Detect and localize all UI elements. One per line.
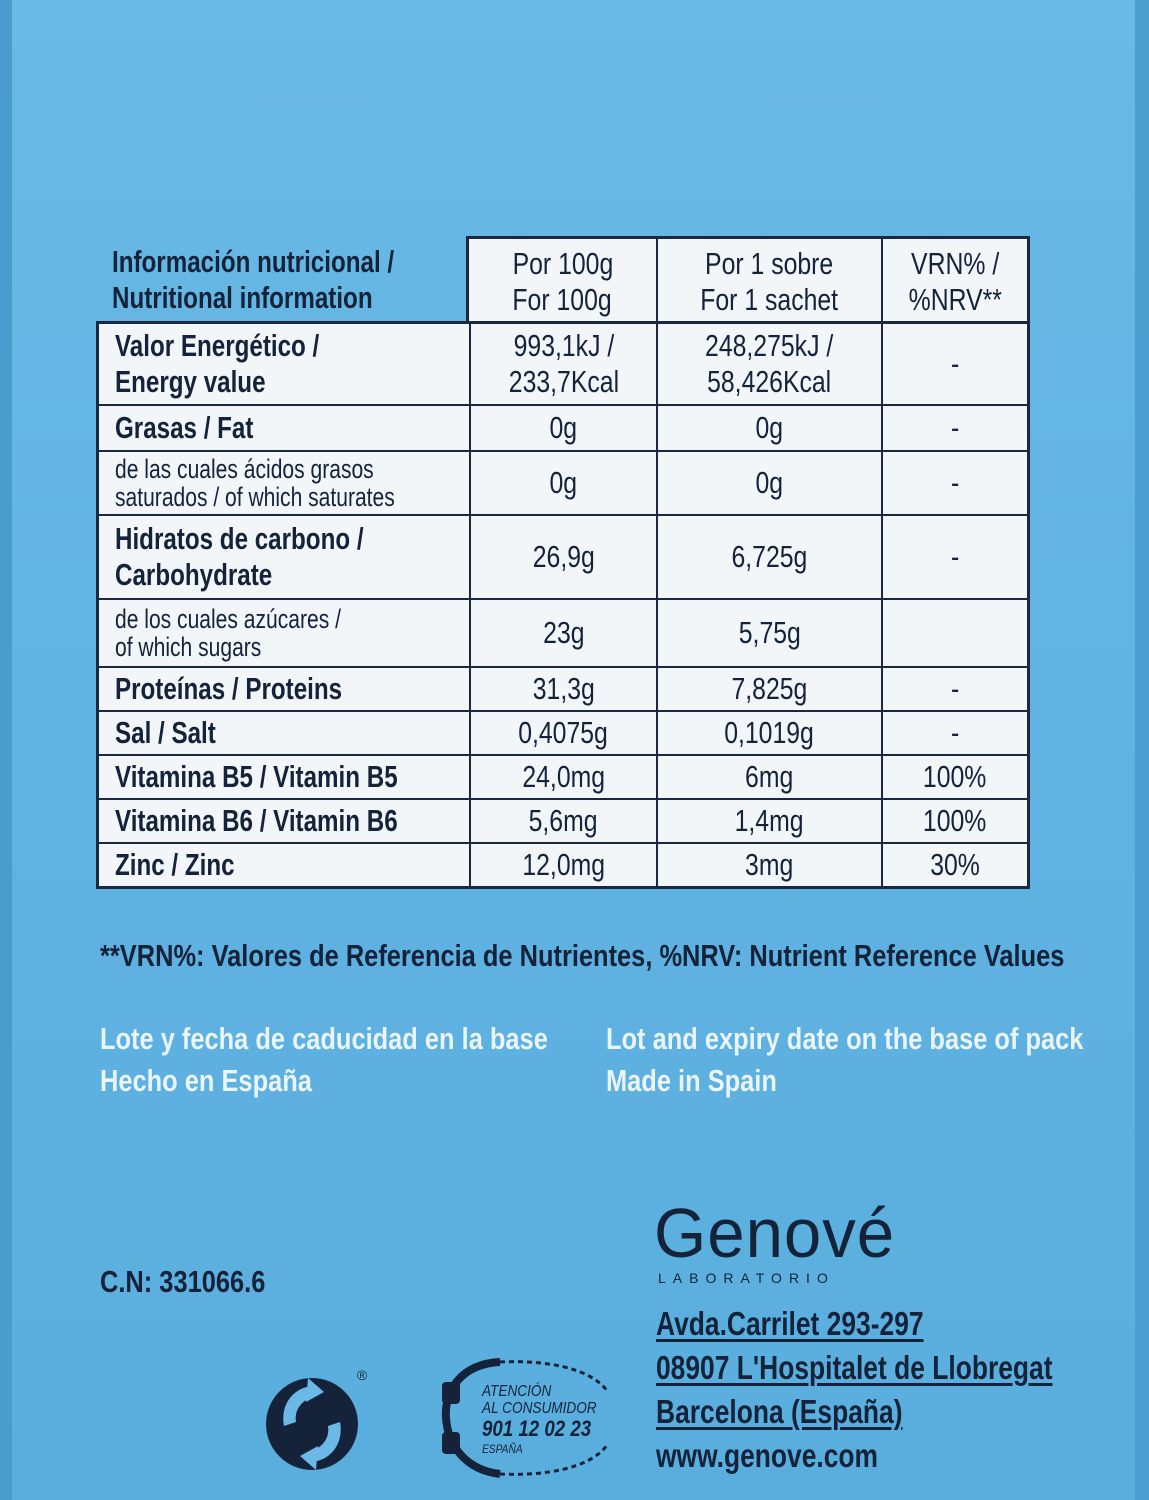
row-label-en: Carbohydrate (115, 557, 273, 592)
nrv-text: 100% (923, 759, 987, 794)
website-link[interactable]: www.genove.com (656, 1437, 879, 1474)
value-text: 26,9g (532, 539, 595, 574)
header-per-100g-en: For 100g (512, 281, 613, 317)
value-text: 0g (549, 410, 578, 445)
company-address (656, 1302, 1053, 1478)
row-label-es: Hidratos de carbono / (115, 521, 364, 556)
row-label (99, 668, 471, 710)
value-per-100g (471, 600, 658, 666)
value-nrv (883, 452, 1027, 514)
value-per-sachet (658, 712, 883, 754)
row-label-es: de las cuales ácidos grasos (115, 454, 374, 484)
table-row (99, 710, 1027, 754)
value-per-100g (471, 844, 658, 886)
row-label (99, 800, 471, 842)
brand-logo: Genové (654, 1194, 896, 1272)
table-row (99, 514, 1027, 598)
value-nrv (883, 600, 1027, 666)
row-label-text: Grasas / Fat (115, 410, 254, 445)
value-kcal: 233,7Kcal (508, 364, 619, 399)
value-text: 0,4075g (518, 715, 609, 750)
row-label (99, 844, 471, 886)
address-city: 08907 L'Hospitalet de Llobregat (656, 1349, 1053, 1386)
value-kcal: 58,426Kcal (707, 364, 832, 399)
value-text: 5,75g (738, 615, 801, 650)
row-label-text: Zinc / Zinc (115, 847, 235, 882)
table-header (466, 236, 1030, 324)
nutrition-table (96, 321, 1030, 889)
row-label-text: Vitamina B6 / Vitamin B6 (115, 803, 398, 838)
header-per-sachet-en: For 1 sachet (700, 281, 839, 317)
table-row (99, 842, 1027, 886)
nrv-text: 30% (930, 847, 980, 882)
header-per-sachet-es: Por 1 sobre (705, 245, 834, 281)
table-row (99, 798, 1027, 842)
national-code: C.N: 331066.6 (100, 1264, 266, 1299)
made-in-text-en: Made in Spain (606, 1063, 777, 1098)
row-label-es: de los cuales azúcares / (115, 604, 341, 634)
row-label-text: Sal / Salt (115, 715, 216, 750)
address-street: Avda.Carrilet 293-297 (656, 1305, 924, 1342)
consumer-hotline (482, 1383, 597, 1458)
value-per-sachet (658, 452, 883, 514)
value-per-100g (471, 324, 658, 404)
header-per-100g (469, 239, 658, 324)
value-per-100g (471, 406, 658, 450)
value-per-sachet (658, 600, 883, 666)
row-label (99, 452, 471, 514)
table-title (112, 244, 395, 316)
nrv-text: - (950, 410, 960, 445)
value-per-sachet (658, 668, 883, 710)
table-row (99, 754, 1027, 798)
table-title-es: Información nutricional / (112, 244, 395, 279)
consumer-phone-number: 901 12 02 23 (482, 1416, 592, 1441)
value-per-100g (471, 516, 658, 598)
lot-text-es: Lote y fecha de caducidad en la base (100, 1021, 548, 1056)
value-text: 7,825g (731, 671, 808, 706)
row-label-text: Proteínas / Proteins (115, 671, 343, 706)
value-text: 6,725g (731, 539, 808, 574)
value-text: 3mg (745, 847, 794, 882)
value-text: 1,4mg (735, 803, 804, 838)
value-text: 0,1019g (724, 715, 815, 750)
value-nrv (883, 668, 1027, 710)
table-row (99, 598, 1027, 666)
table-row (99, 404, 1027, 450)
header-per-100g-es: Por 100g (512, 245, 613, 281)
table-row (99, 450, 1027, 514)
value-nrv (883, 800, 1027, 842)
box-edge-left (0, 0, 12, 1500)
row-label-en: saturados / of which saturates (115, 482, 395, 512)
value-nrv (883, 756, 1027, 798)
row-label-text: Vitamina B5 / Vitamin B5 (115, 759, 398, 794)
green-dot-recycle-icon (262, 1366, 372, 1476)
value-per-sachet (658, 406, 883, 450)
row-label (99, 712, 471, 754)
row-label-es: Valor Energético / (115, 328, 320, 363)
row-label-en: Energy value (115, 364, 266, 399)
value-text: 31,3g (532, 671, 595, 706)
value-nrv (883, 406, 1027, 450)
box-edge-right (1135, 0, 1149, 1500)
value-per-100g (471, 712, 658, 754)
value-nrv (883, 516, 1027, 598)
value-per-sachet (658, 844, 883, 886)
consumer-attention-label: ATENCIÓN (482, 1383, 552, 1400)
nrv-text: - (950, 671, 960, 706)
row-label (99, 406, 471, 450)
row-label (99, 600, 471, 666)
value-per-sachet (658, 756, 883, 798)
nrv-text: - (950, 715, 960, 750)
value-text: 0g (549, 465, 578, 500)
value-nrv (883, 712, 1027, 754)
value-text: 24,0mg (522, 759, 605, 794)
value-per-sachet (658, 516, 883, 598)
nrv-text: - (950, 465, 960, 500)
value-text: 12,0mg (522, 847, 605, 882)
consumer-country: ESPAÑA (482, 1442, 523, 1456)
value-per-sachet (658, 324, 883, 404)
value-nrv (883, 324, 1027, 404)
value-per-100g (471, 800, 658, 842)
lot-info-en (606, 1018, 1083, 1102)
consumer-label: AL CONSUMIDOR (482, 1400, 597, 1417)
row-label (99, 516, 471, 598)
header-nrv-es: VRN% / (910, 245, 1000, 281)
value-kj: 248,275kJ / (705, 328, 834, 363)
nrv-footnote: **VRN%: Valores de Referencia de Nutrientes, %NRV: Nutrient Reference Values (100, 938, 1065, 973)
value-kj: 993,1kJ / (513, 328, 614, 363)
brand-subtitle: LABORATORIO (658, 1270, 835, 1286)
nrv-text: - (950, 539, 960, 574)
table-row (99, 666, 1027, 710)
address-region: Barcelona (España) (656, 1393, 903, 1430)
registered-mark: ® (356, 1367, 368, 1383)
value-per-100g (471, 756, 658, 798)
lot-info-es (100, 1018, 548, 1102)
row-label-en: of which sugars (115, 632, 262, 662)
value-text: 23g (542, 615, 585, 650)
value-text: 0g (755, 465, 784, 500)
value-per-sachet (658, 800, 883, 842)
nrv-text: - (950, 346, 960, 381)
lot-text-en: Lot and expiry date on the base of pack (606, 1021, 1084, 1056)
row-label (99, 756, 471, 798)
value-per-100g (471, 452, 658, 514)
header-nrv-en: %NRV** (908, 281, 1002, 317)
table-title-en: Nutritional information (112, 280, 373, 315)
made-in-text-es: Hecho en España (100, 1063, 312, 1098)
value-text: 5,6mg (529, 803, 598, 838)
value-nrv (883, 844, 1027, 886)
header-nrv (883, 239, 1027, 324)
row-label (99, 324, 471, 404)
nrv-text: 100% (923, 803, 987, 838)
value-text: 6mg (745, 759, 794, 794)
value-per-100g (471, 668, 658, 710)
header-per-sachet (658, 239, 883, 324)
table-row (99, 324, 1027, 404)
value-text: 0g (755, 410, 784, 445)
